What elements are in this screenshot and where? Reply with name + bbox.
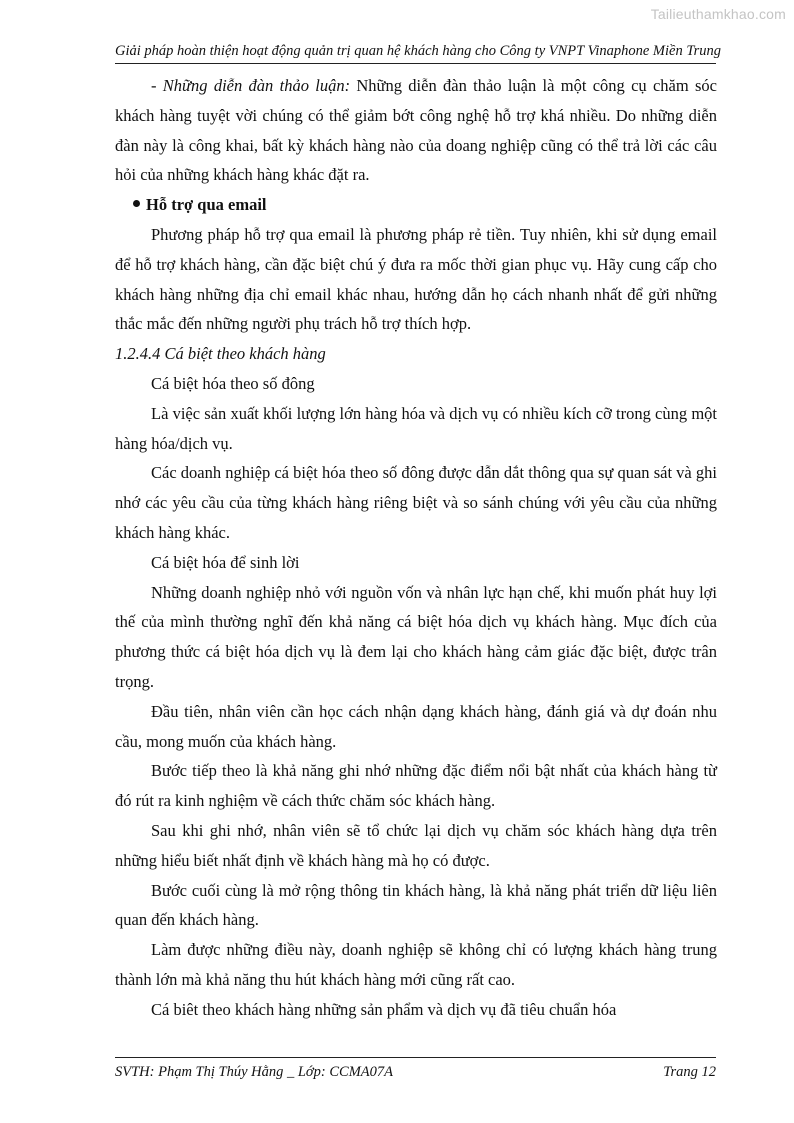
paragraph-step-last: Bước cuối cùng là mở rộng thông tin khách hàng, là khả năng phát triển dữ liệu liên quan đến khách hàng.: [115, 880, 717, 930]
section-title: 1.2.4.4 Cá biệt theo khách hàng: [115, 344, 326, 364]
paragraph-mass-definition: Là việc sản xuất khối lượng lớn hàng hóa và dịch vụ có nhiều kích cỡ trong cùng một hàng hóa/dịch vụ.: [115, 403, 717, 453]
paragraph-forums: [115, 71, 717, 190]
paragraph-mass-companies: Các doanh nghiệp cá biệt hóa theo số đông được dẫn dắt thông qua sự quan sát và ghi nhớ các yêu cầu của từng khách hàng riêng biệt và so sánh chúng với yêu cầu của những khách hàng khác.: [115, 463, 717, 542]
paragraph-result: Làm được những điều này, doanh nghiệp sẽ không chỉ có lượng khách hàng trung thành lớn mà khả năng thu hút khách hàng mới cũng rất cao.: [115, 940, 717, 989]
paragraph-email: Phương pháp hỗ trợ qua email là phương pháp rẻ tiền. Tuy nhiên, khi sử dụng email để hỗ trợ khách hàng, cần đặc biệt chú ý đưa ra mốc thời gian phục vụ. Hãy cung cấp cho khách hàng những địa chỉ email khác nhau, hướng dẫn họ cách nhanh nhất để gửi những thắc mắc đến những người phụ trách hỗ trợ thích hợp.: [115, 224, 717, 334]
paragraph-small-business: Những doanh nghiệp nhỏ với nguồn vốn và nhân lực hạn chế, khi muốn phát huy lợi thế của mình thường nghĩ đến khả năng cá biệt hóa dịch vụ khách hàng. Mục đích của phương thức cá biệt hóa dịch vụ là đem lại cho khách hàng cảm giác đặc biệt, được trân trọng.: [115, 582, 717, 691]
bullet-dot-icon: [133, 200, 140, 207]
forums-lead: - Những diễn đàn thảo luận:: [151, 76, 351, 95]
paragraph-step-after: Sau khi ghi nhớ, nhân viên sẽ tổ chức lại dịch vụ chăm sóc khách hàng dựa trên những hiểu biết nhất định về khách hàng mà họ có được.: [115, 820, 717, 870]
page-header: Giải pháp hoàn thiện hoạt động quản trị quan hệ khách hàng cho Công ty VNPT Vinaphone Miền Trung: [115, 43, 716, 64]
subheading-profit-customization: Cá biệt hóa để sinh lời: [151, 552, 300, 572]
document-body: [115, 71, 717, 1025]
paragraph-step-first: Đầu tiên, nhân viên cần học cách nhận dạng khách hàng, đánh giá và dự đoán nhu cầu, mong muốn của khách hàng.: [115, 701, 717, 751]
forums-text: Những diễn đàn thảo luận là một công cụ chăm sóc khách hàng tuyệt vời chúng có thể giảm bớt công nghệ hỗ trợ khá nhiều. Do những diễn đàn này là công khai, bất kỳ khách hàng nào của doang nghiệp cũng có thể trả lời các câu hỏi của những khách hàng khác đặt ra.: [115, 76, 717, 185]
bullet-email-label: Hỗ trợ qua email: [146, 195, 267, 215]
footer-page-number: Trang 12: [663, 1064, 716, 1080]
subheading-mass-customization: Cá biệt hóa theo số đông: [151, 373, 315, 393]
footer-author: SVTH: Phạm Thị Thúy Hằng _ Lớp: CCMA07A: [115, 1064, 394, 1080]
page-footer: [115, 1057, 716, 1081]
paragraph-standardized: Cá biêt theo khách hàng những sản phẩm và dịch vụ đã tiêu chuẩn hóa: [151, 999, 617, 1019]
bullet-email: [115, 190, 717, 220]
watermark-text: Tailieuthamkhao.com: [650, 6, 786, 22]
paragraph-step-next: Bước tiếp theo là khả năng ghi nhớ những đặc điểm nổi bật nhất của khách hàng từ đó rút ra kinh nghiệm về cách thức chăm sóc khách hàng.: [115, 761, 717, 811]
